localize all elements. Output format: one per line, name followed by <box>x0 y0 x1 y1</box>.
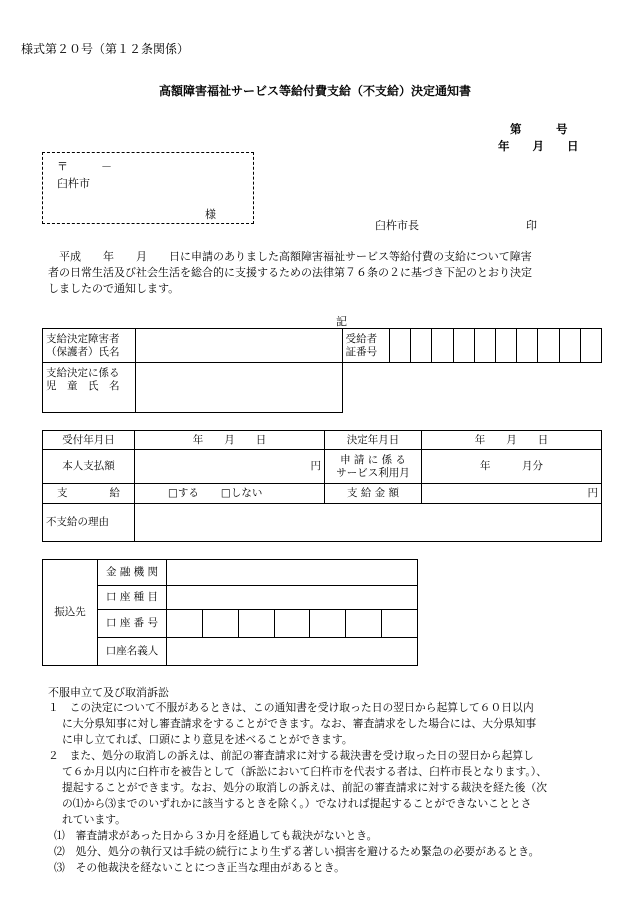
account-digit <box>346 610 382 638</box>
postal-code: 〒 － <box>57 160 112 173</box>
account-type-value <box>167 586 418 610</box>
recipient-digit <box>496 329 517 363</box>
notice-body: １ この決定について不服があるときは、この通知書を受け取った日の翌日から起算して６０日以内 に大分県知事に対し審査請求をすることができます。なお、審査請求をした場合には、大分県知事 に申し立てれば、口頭により意見を述べることができます。 ２ また、処分の取消しの訴えは、前記の審査請求に対する裁決書を受け取った日の翌日から起算し て６か月以内に臼杵市を被告として（訴訟において臼杵市を代表する者は、臼杵市長となります。）、 提起することができます。なお、処分の取消しの訴えは、前記の審査請求に対する裁決を経た後（次 の⑴から⑶までのいずれかに該当するときを除く。）でなければ提起することができないこととさ れています。 ⑴ 審査請求があった日から３か月を経過しても裁決がないとき。 ⑵ 処分、処分の執行又は手続の続行により生ずる著しい損害を避けるため緊急の必要があるとき。 ⑶ その他裁決を経ないことにつき正当な理由があるとき。 <box>48 701 547 874</box>
document-number: 第 号 <box>510 122 568 136</box>
bank-name-label: 金 融 機 関 <box>98 560 167 586</box>
receipt-date-label: 受付年月日 <box>43 431 135 450</box>
service-month-value: 年 月分 <box>422 450 602 484</box>
child-name-label: 支給決定に係る 児 童 氏 名 <box>43 363 136 413</box>
self-pay-yen: 円 <box>135 450 325 484</box>
payment-amount-label: 支 給 金 額 <box>325 484 422 504</box>
recipient-digit <box>538 329 559 363</box>
document-date: 年 月 日 <box>498 139 579 153</box>
recipient-digit <box>559 329 580 363</box>
recipient-digit <box>453 329 474 363</box>
account-digit <box>310 610 346 638</box>
applicant-table <box>42 328 602 413</box>
recipient-number-label: 受給者 証番号 <box>342 329 389 363</box>
decision-date-label: 決定年月日 <box>325 431 422 450</box>
form-number: 様式第２０号（第１２条関係） <box>21 42 190 56</box>
bank-table <box>42 559 418 666</box>
transfer-label: 振込先 <box>43 560 98 666</box>
payment-label: 支 給 <box>43 484 135 504</box>
account-holder-label: 口座名義人 <box>98 638 167 666</box>
payment-options <box>135 484 325 504</box>
reason-value <box>135 504 602 542</box>
recipient-digit <box>390 329 411 363</box>
payment-amount-yen: 円 <box>422 484 602 504</box>
intro-text: 平成 年 月 日に申請のありました高額障害福祉サービス等給付費の支給について障害 者の日常生活及び社会生活を総合的に支援するための法律第７６条の２に基づき下記のとおり決定 しましたので通知します。 <box>48 250 532 295</box>
account-digit <box>382 610 418 638</box>
applicant-name-value <box>135 329 342 363</box>
notice-heading: 不服申立て及び取消訴訟 <box>48 686 169 699</box>
bank-name-value <box>167 560 418 586</box>
recipient-digit <box>517 329 538 363</box>
account-number-label: 口 座 番 号 <box>98 610 167 638</box>
page-title: 高額障害福祉サービス等給付費支給（不支給）決定通知書 <box>158 84 471 98</box>
account-digit <box>274 610 310 638</box>
account-holder-value <box>167 638 418 666</box>
account-digit <box>202 610 238 638</box>
service-month-label: 申 請 に 係 る サービス利用月 <box>325 450 422 484</box>
recipient-digit <box>411 329 432 363</box>
recipient-digit <box>474 329 495 363</box>
option-no-checkbox[interactable]: □しない <box>220 487 263 499</box>
applicant-name-label: 支給決定障害者 （保護者）氏名 <box>43 329 136 363</box>
self-pay-label: 本人支払額 <box>43 450 135 484</box>
reason-label: 不支給の理由 <box>43 504 135 542</box>
decision-table <box>42 430 602 542</box>
seal-mark: 印 <box>526 219 537 232</box>
issuer: 臼杵市長 <box>375 219 419 232</box>
blank-area <box>342 363 601 413</box>
account-digit <box>167 610 203 638</box>
recipient-digit <box>580 329 601 363</box>
address-city: 臼杵市 <box>57 177 90 190</box>
option-yes-checkbox[interactable]: □する <box>168 487 199 499</box>
decision-date-value: 年 月 日 <box>422 431 602 450</box>
child-name-value <box>135 363 342 413</box>
ki-heading: 記 <box>336 315 347 328</box>
receipt-date-value: 年 月 日 <box>135 431 325 450</box>
account-digit <box>238 610 274 638</box>
account-type-label: 口 座 種 目 <box>98 586 167 610</box>
recipient-digit <box>432 329 453 363</box>
addressee-suffix: 様 <box>205 208 216 221</box>
